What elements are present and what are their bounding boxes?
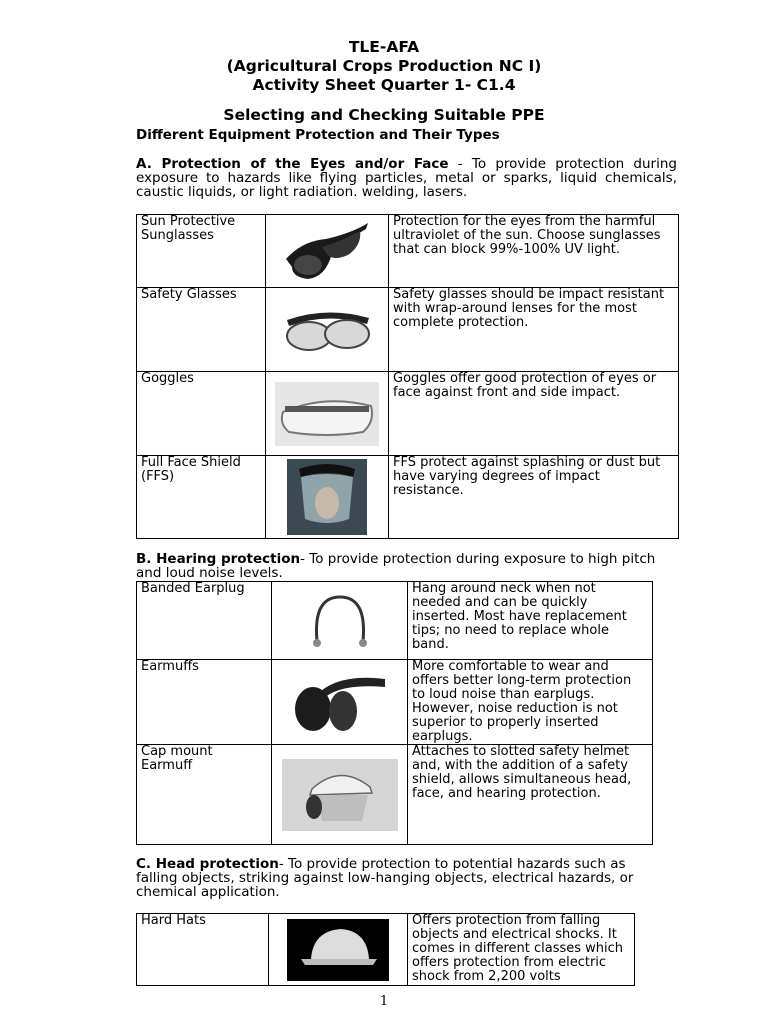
section-b-heading: B. Hearing protection (136, 551, 301, 567)
ppe-description: Protection for the eyes from the harmful ultraviolet of the sun. Choose sunglasses that can block 99%-100% UV light. (389, 215, 679, 288)
ppe-name: Full Face Shield (FFS) (137, 456, 266, 539)
table-row (137, 914, 635, 986)
table-row (137, 582, 653, 660)
sunglasses-image (282, 219, 372, 283)
header-line-2: (Agricultural Crops Production NC I) (226, 57, 542, 75)
section-c-intro (136, 857, 656, 899)
table-row (137, 372, 679, 456)
ppe-description: Goggles offer good protection of eyes or face against front and side impact. (389, 372, 679, 456)
ppe-name: Safety Glasses (137, 288, 266, 372)
header-line-3: Activity Sheet Quarter 1- C1.4 (252, 76, 516, 94)
ppe-description: Offers protection from falling objects and electrical shocks. It comes in different classes which offers protection from electric shock from 2,200 volts (408, 914, 635, 986)
section-b-intro (136, 552, 677, 580)
head-protection-table (136, 913, 635, 986)
goggles-image (275, 382, 379, 446)
section-a-heading: A. Protection of the Eyes and/or Face (136, 156, 449, 172)
hearing-protection-table (136, 581, 653, 845)
ppe-description: Hang around neck when not needed and can be quickly inserted. Most have replacement tips; no need to replace whole band. (408, 582, 653, 660)
table-row (137, 660, 653, 745)
safety-glasses-image (277, 300, 377, 360)
table-row (137, 745, 653, 845)
section-b-text: - To provide protection during exposure to high pitch and loud noise levels. (136, 551, 656, 581)
section-c-heading: C. Head protection (136, 856, 279, 872)
ppe-description: FFS protect against splashing or dust but have varying degrees of impact resistance. (389, 456, 679, 539)
page-number: 1 (379, 994, 389, 1009)
section-a-text: - To provide protection during exposure to hazards like flying particles, metal or sparks, liquid chemicals, caustic liquids, or light radiation. welding, lasers. (136, 156, 677, 200)
subheading: Different Equipment Protection and Their Types (136, 127, 500, 143)
ppe-name: Cap mount Earmuff (137, 745, 272, 845)
earmuffs-image (285, 667, 395, 737)
ppe-description: Safety glasses should be impact resistant with wrap-around lenses for the most complete protection. (389, 288, 679, 372)
ppe-name: Hard Hats (137, 914, 269, 986)
ppe-description: Attaches to slotted safety helmet and, with the addition of a safety shield, allows simultaneous head, face, and hearing protection. (408, 745, 653, 845)
ppe-name: Sun Protective Sunglasses (137, 215, 266, 288)
section-a-intro (136, 157, 677, 199)
ppe-description: More comfortable to wear and offers better long-term protection to loud noise than earplugs. However, noise reduction is not superior to properly inserted earplugs. (408, 660, 653, 745)
table-row (137, 456, 679, 539)
section-c-text: - To provide protection to potential hazards such as falling objects, striking against low-hanging objects, electrical hazards, or chemical application. (136, 856, 634, 900)
header-line-1: TLE-AFA (348, 38, 420, 56)
page-title: Selecting and Checking Suitable PPE (223, 106, 545, 124)
ppe-name: Goggles (137, 372, 266, 456)
table-row (137, 288, 679, 372)
ppe-name: Earmuffs (137, 660, 272, 745)
ppe-name: Banded Earplug (137, 582, 272, 660)
eye-protection-table (136, 214, 679, 539)
face-shield-image (287, 459, 367, 535)
table-row (137, 215, 679, 288)
hard-hat-image (287, 919, 389, 981)
banded-earplug-image (305, 589, 375, 653)
cap-mount-earmuff-image (282, 759, 398, 831)
